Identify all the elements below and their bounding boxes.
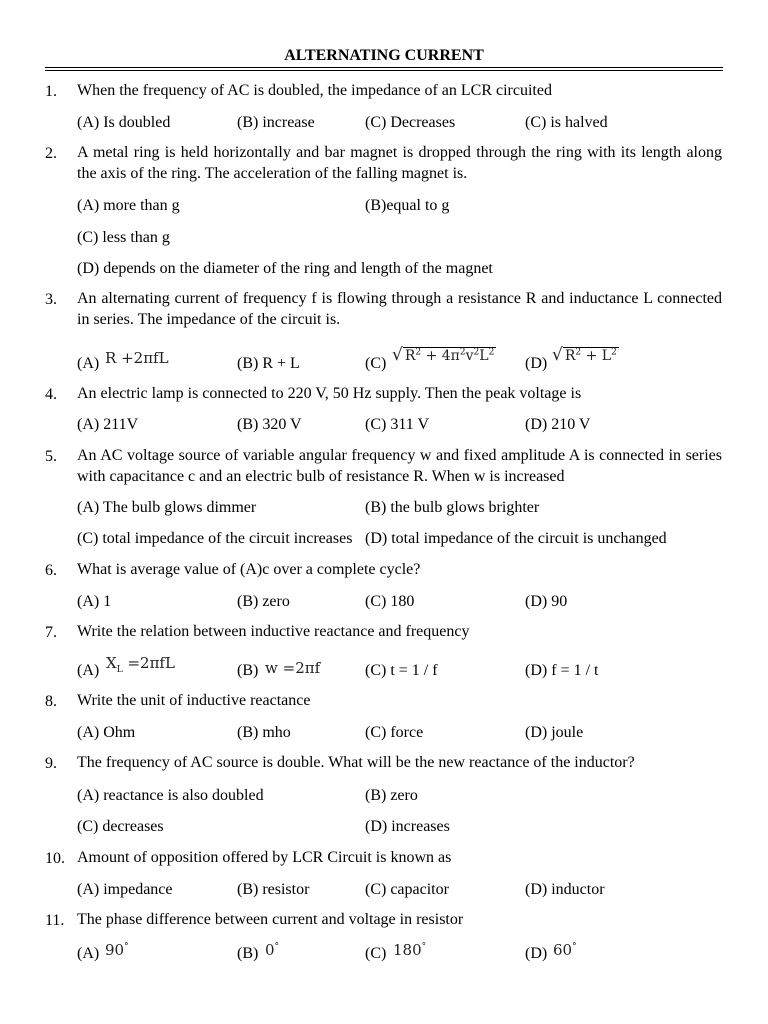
option-a — [77, 662, 99, 680]
option-b: (B) the bulb glows brighter — [365, 499, 540, 516]
option-a: (A) 1 — [77, 593, 112, 610]
option-d: (D) 210 V — [525, 416, 591, 433]
option-c: (C) 311 V — [365, 416, 429, 433]
option-a: (A) impedance — [77, 881, 173, 898]
option-b — [237, 945, 258, 963]
option-label: (A) — [77, 945, 100, 962]
option-a — [77, 945, 99, 963]
question-number: 11. — [45, 912, 65, 929]
question-number: 2. — [45, 145, 57, 162]
question-stem: An AC voltage source of variable angular frequency w and fixed amplitude A is connected in series with capacitance c and an electric bulb of resistance R. When w is increased — [77, 447, 722, 485]
question-number: 7. — [45, 624, 57, 641]
title-rule-top — [45, 67, 723, 68]
question-stem: The frequency of AC source is double. What will be the new reactance of the inductor? — [77, 754, 635, 771]
option-label: (B) — [237, 662, 259, 679]
question-number: 5. — [45, 448, 57, 465]
option-b: (B) mho — [237, 724, 291, 741]
option-c: (C) Decreases — [365, 114, 456, 131]
option-b — [237, 662, 258, 680]
formula-term: 2πfL — [133, 349, 169, 367]
option-b: (B) R + L — [237, 355, 300, 372]
formula-r-plus-2pifl — [105, 349, 169, 367]
title-rule-bottom — [45, 70, 723, 71]
option-label: (C) — [365, 945, 387, 962]
option-b: (B) increase — [237, 114, 315, 131]
option-label: (C) — [365, 355, 387, 372]
option-b: (B) zero — [365, 787, 418, 804]
option-d — [525, 945, 547, 963]
option-a: (A) more than g — [77, 197, 180, 214]
option-d: (D) joule — [525, 724, 584, 741]
question-number: 3. — [45, 291, 57, 308]
option-a — [77, 355, 99, 373]
option-c: (C) 180 — [365, 593, 415, 610]
option-a: (A) reactance is also doubled — [77, 787, 264, 804]
question-stem: A metal ring is held horizontally and bar magnet is dropped through the ring with its length along the axis of the ring. The acceleration of the falling magnet is. — [77, 144, 722, 182]
option-a: (A) Is doubled — [77, 114, 171, 131]
angle-60: 60° — [553, 941, 577, 959]
option-c: (C) total impedance of the circuit increases — [77, 530, 353, 547]
option-d: (D) inductor — [525, 881, 605, 898]
formula-sqrt-d — [552, 345, 619, 365]
question-number: 6. — [45, 562, 57, 579]
option-d: (C) is halved — [525, 114, 608, 131]
option-a: (A) The bulb glows dimmer — [77, 499, 257, 516]
question-number: 10. — [45, 850, 65, 867]
option-d: (D) depends on the diameter of the ring and length of the magnet — [77, 260, 493, 277]
option-a: (A) 211V — [77, 416, 139, 433]
option-b: (B) 320 V — [237, 416, 302, 433]
option-a: (A) Ohm — [77, 724, 136, 741]
option-d: (D) 90 — [525, 593, 568, 610]
option-b: (B)equal to g — [365, 197, 450, 214]
option-b: (B) zero — [237, 593, 290, 610]
formula-term: R — [105, 349, 117, 367]
option-d — [525, 355, 547, 373]
question-number: 9. — [45, 755, 57, 772]
square-root: √ $R^2 + 4\pi^2v^2L^2$ — [392, 345, 495, 365]
question-number: 8. — [45, 693, 57, 710]
formula-sqrt-c — [392, 345, 496, 365]
question-stem: Amount of opposition offered by LCR Circuit is known as — [77, 849, 452, 866]
question-stem: Write the relation between inductive reactance and frequency — [77, 623, 470, 640]
square-root: √ $R^2 + L^2$ — [552, 345, 617, 365]
option-c — [365, 945, 386, 963]
question-number: 4. — [45, 386, 57, 403]
question-stem: An electric lamp is connected to 220 V, 50 Hz supply. Then the peak voltage is — [77, 385, 582, 402]
option-label: (B) — [237, 945, 259, 962]
option-c: (C) capacitor — [365, 881, 449, 898]
option-d: (D) increases — [365, 818, 450, 835]
option-label: (D) — [525, 355, 548, 372]
option-c: (C) force — [365, 724, 424, 741]
question-stem: Write the unit of inductive reactance — [77, 692, 311, 709]
angle-0: 0° — [265, 941, 280, 959]
question-stem: What is average value of (A)c over a complete cycle? — [77, 561, 421, 578]
formula-xl-2pifl: $X_L =2\pi fL$ — [106, 654, 175, 675]
option-d: (D) f = 1 / t — [525, 662, 599, 679]
formula-operator: + — [121, 349, 134, 367]
angle-180: 180° — [393, 941, 427, 959]
option-c — [365, 355, 386, 373]
option-c: (C) decreases — [77, 818, 164, 835]
angle-90: 90° — [105, 941, 129, 959]
question-number: 1. — [45, 83, 57, 100]
option-c: (C) less than g — [77, 229, 170, 246]
question-stem: The phase difference between current and voltage in resistor — [77, 911, 464, 928]
question-stem: An alternating current of frequency f is flowing through a resistance R and inductance L connected in series. The impedance of the circuit is. — [77, 290, 722, 328]
option-c: (C) t = 1 / f — [365, 662, 438, 679]
formula-w-2pif: w =2πf — [265, 659, 321, 677]
option-b: (B) resistor — [237, 881, 310, 898]
option-d: (D) total impedance of the circuit is unchanged — [365, 530, 667, 547]
option-label: (A) — [77, 662, 100, 679]
question-stem: When the frequency of AC is doubled, the impedance of an LCR circuited — [77, 82, 552, 99]
option-label: (A) — [77, 355, 100, 372]
page-title: ALTERNATING CURRENT — [284, 47, 484, 64]
option-label: (D) — [525, 945, 548, 962]
